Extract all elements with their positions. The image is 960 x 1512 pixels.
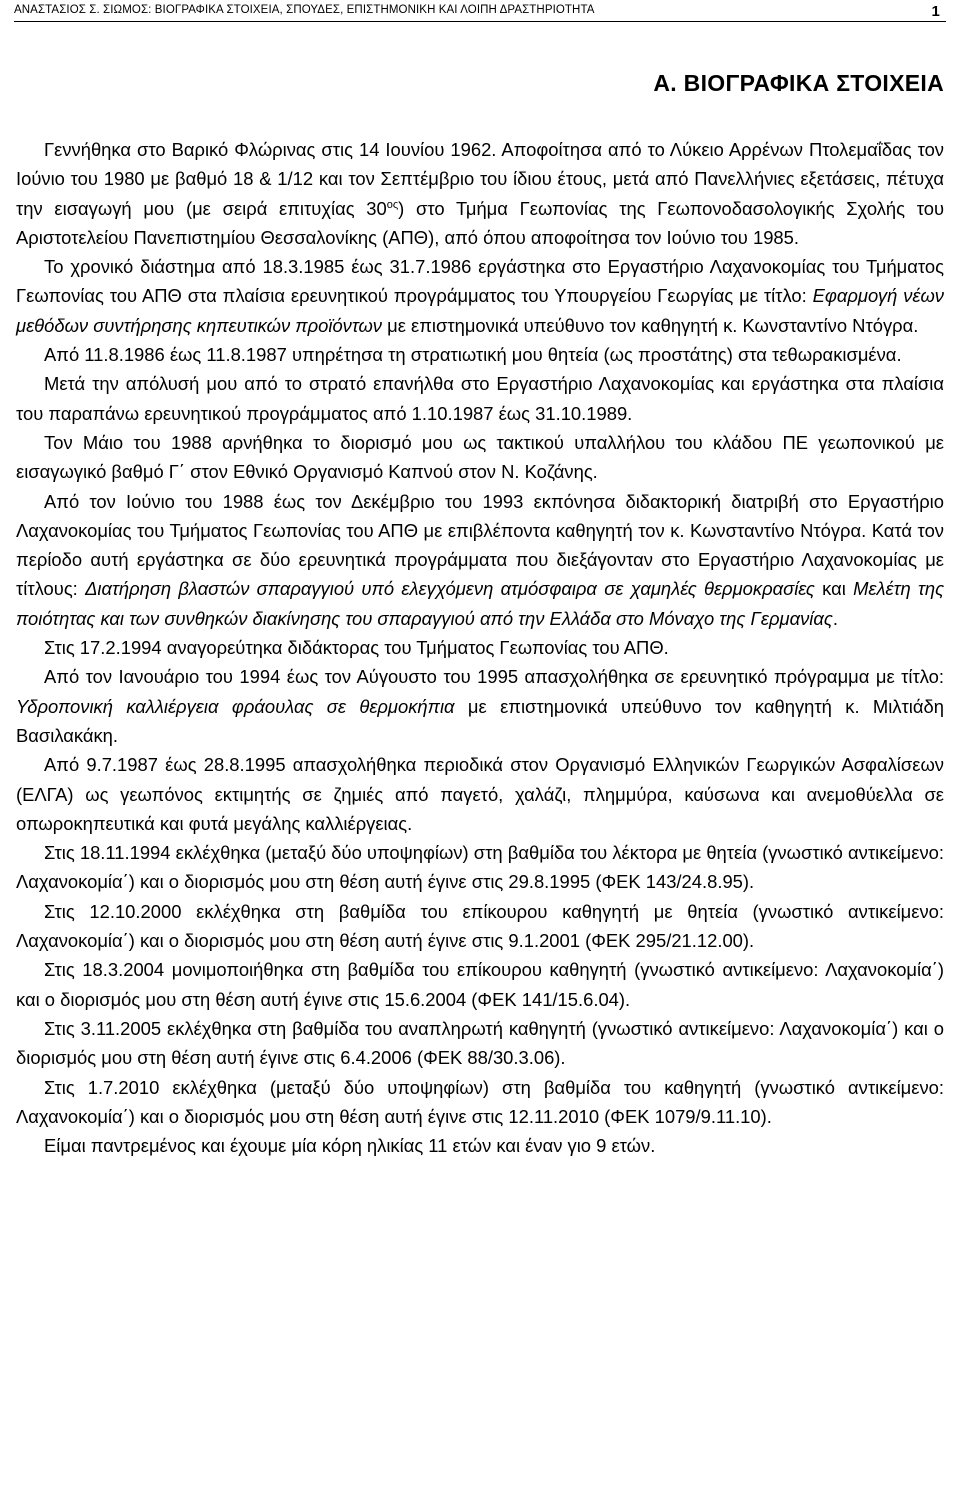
paragraph-lecturer: Στις 18.11.1994 εκλέχθηκα (μεταξύ δύο υποψηφίων) στη βαθμίδα του λέκτορα με θητεία (γνωστικό αντικείμενο: Λαχανοκομία΄) και ο διορισμός μου στη θέση αυτή έγινε στις 29.8.1995 (ΦΕΚ 143/24.8.95). bbox=[16, 842, 944, 893]
paragraph-declined-appointment: Τον Μάιο του 1988 αρνήθηκα το διορισμό μου ως τακτικού υπαλλήλου του κλάδου ΠΕ γεωπονικού με εισαγωγικό βαθμό Γ΄ στον Εθνικό Οργανισμό Καπνού στον Ν. Κοζάνης. bbox=[16, 431, 944, 483]
paragraph-birth-education: Γεννήθηκα στο Βαρικό Φλώρινας στις 14 Ιουνίου 1962. Αποφοίτησα από το Λύκειο Αρρένων Πτολεμαΐδας τον Ιούνιο του 1980 με βαθμό 18 & 1/12 και τον Σεπτέμβριο του ίδιου έτους, μετά από Πανελλήνιες εξετάσεις, πέτυχα την εισαγωγή μου (με σειρά επιτυχίας $30^{o\varsigma}$) στο Τμήμα Γεωπονίας της Γεωπονοδασολογικής Σχολής του Αριστοτελείου Πανεπιστημίου Θεσσαλονίκης (ΑΠΘ), από όπου αποφοίτησα τον Ιούνιο του 1985. bbox=[16, 139, 945, 248]
paragraph-assistant-professor: Στις 12.10.2000 εκλέχθηκα στη βαθμίδα του επίκουρου καθηγητή με θητεία (γνωστικό αντικείμενο: Λαχανοκομία΄) και ο διορισμός μου στη θέση αυτή έγινε στις 9.1.2001 (ΦΕΚ 295/21.12.00). bbox=[16, 900, 944, 952]
biography-body bbox=[16, 135, 944, 1160]
paragraph-hydroponics-project: Από τον Ιανουάριο του 1994 έως τον Αύγουστο του 1995 απασχολήθηκα σε ερευνητικό πρόγραμμα με τίτλο: Υδροπονική καλλιέργεια φράουλας σε θερμοκήπια με επιστημονικά υπεύθυνο τον καθηγητή κ. Μιλτιάδη Βασιλακάκη. bbox=[16, 666, 944, 746]
page-number: 1 bbox=[931, 3, 940, 20]
header-title: ΑΝΑΣΤΑΣΙΟΣ Σ. ΣΙΩΜΟΣ: ΒΙΟΓΡΑΦΙΚΑ ΣΤΟΙΧΕΙΑ, ΣΠΟΥΔΕΣ, ΕΠΙΣΤΗΜΟΝΙΚΗ ΚΑΙ ΛΟΙΠΗ ΔΡΑΣΤΗΡΙΟΤΗΤΑ bbox=[14, 4, 595, 16]
paragraph-family: Είμαι παντρεμένος και έχουμε μία κόρη ηλικίας 11 ετών και έναν γιο 9 ετών. bbox=[44, 1135, 656, 1157]
paragraph-doctorate-research: Από τον Ιούνιο του 1988 έως τον Δεκέμβριο του 1993 εκπόνησα διδακτορική διατριβή στο Εργαστήριο Λαχανοκομίας του Τμήματος Γεωπονίας του ΑΠΘ με επιβλέποντα καθηγητή τον κ. Κωνσταντίνο Ντόγρα. Κατά τον περίοδο αυτή εργάστηκα σε δύο ερευνητικά προγράμματα που διεξάγονταν στο Εργαστήριο Λαχανοκομίας με τίτλους: Διατήρηση βλαστών σπαραγγιού υπό ελεγχόμενη ατμόσφαιρα σε χαμηλές θερμοκρασίες και Μελέτη της ποιότητας και των συνθηκών διακίνησης του σπαραγγιού από την Ελλάδα στο Μόναχο της Γερμανίας. bbox=[16, 490, 945, 629]
paragraph-doctorate-award: Στις 17.2.1994 αναγορεύτηκα διδάκτορας του Τμήματος Γεωπονίας του ΑΠΘ. bbox=[44, 637, 669, 659]
paragraph-return-lab: Μετά την απόλυσή μου από το στρατό επανήλθα στο Εργαστήριο Λαχανοκομίας και εργάστηκα στα πλαίσια του παραπάνω ερευνητικού προγράμματος από 1.10.1987 έως 31.10.1989. bbox=[16, 373, 944, 424]
paragraph-tenure: Στις 18.3.2004 μονιμοποιήθηκα στη βαθμίδα του επίκουρου καθηγητή (γνωστικό αντικείμενο: Λαχανοκομία΄) και ο διορισμός μου στη θέση αυτή έγινε στις 15.6.2004 (ΦΕΚ 141/15.6.04). bbox=[16, 959, 944, 1010]
paragraph-associate-professor: Στις 3.11.2005 εκλέχθηκα στη βαθμίδα του αναπληρωτή καθηγητή (γνωστικό αντικείμενο: Λαχανοκομία΄) και ο διορισμός μου στη θέση αυτή έγινε στις 6.4.2006 (ΦΕΚ 88/30.3.06). bbox=[16, 1017, 944, 1069]
paragraph-lab-work: Το χρονικό διάστημα από 18.3.1985 έως 31.7.1986 εργάστηκα στο Εργαστήριο Λαχανοκομίας του Τμήματος Γεωπονίας του ΑΠΘ στα πλαίσια ερευνητικού προγράμματος του Υπουργείου Γεωργίας με τίτλο: Εφαρμογή νέων μεθόδων συντήρησης κηπευτικών προϊόντων με επιστημονικά υπεύθυνο τον καθηγητή κ. Κωνσταντίνο Ντόγρα. bbox=[16, 256, 944, 336]
section-title: Α. ΒΙΟΓΡΑΦΙΚΑ ΣΤΟΙΧΕΙΑ bbox=[653, 70, 944, 96]
paragraph-military: Από 11.8.1986 έως 11.8.1987 υπηρέτησα τη στρατιωτική μου θητεία (ως προστάτης) στα τεθωρακισμένα. bbox=[44, 344, 902, 366]
running-header bbox=[14, 0, 946, 22]
paragraph-elga: Από 9.7.1987 έως 28.8.1995 απασχολήθηκα περιοδικά στον Οργανισμό Ελληνικών Γεωργικών Ασφαλίσεων (ΕΛΓΑ) ως γεωπόνος εκτιμητής σε ζημιές από παγετό, χαλάζι, πλημμύρα, καύσωνα και ανεμοθύελλα σε οπωροκηπευτικά και φυτά μεγάλης καλλιέργειας. bbox=[16, 754, 944, 834]
paragraph-professor: Στις 1.7.2010 εκλέχθηκα (μεταξύ δύο υποψηφίων) στη βαθμίδα του καθηγητή (γνωστικό αντικείμενο: Λαχανοκομία΄) και ο διορισμός μου στη θέση αυτή έγινε στις 12.11.2010 (ΦΕΚ 1079/9.11.10). bbox=[16, 1076, 944, 1127]
